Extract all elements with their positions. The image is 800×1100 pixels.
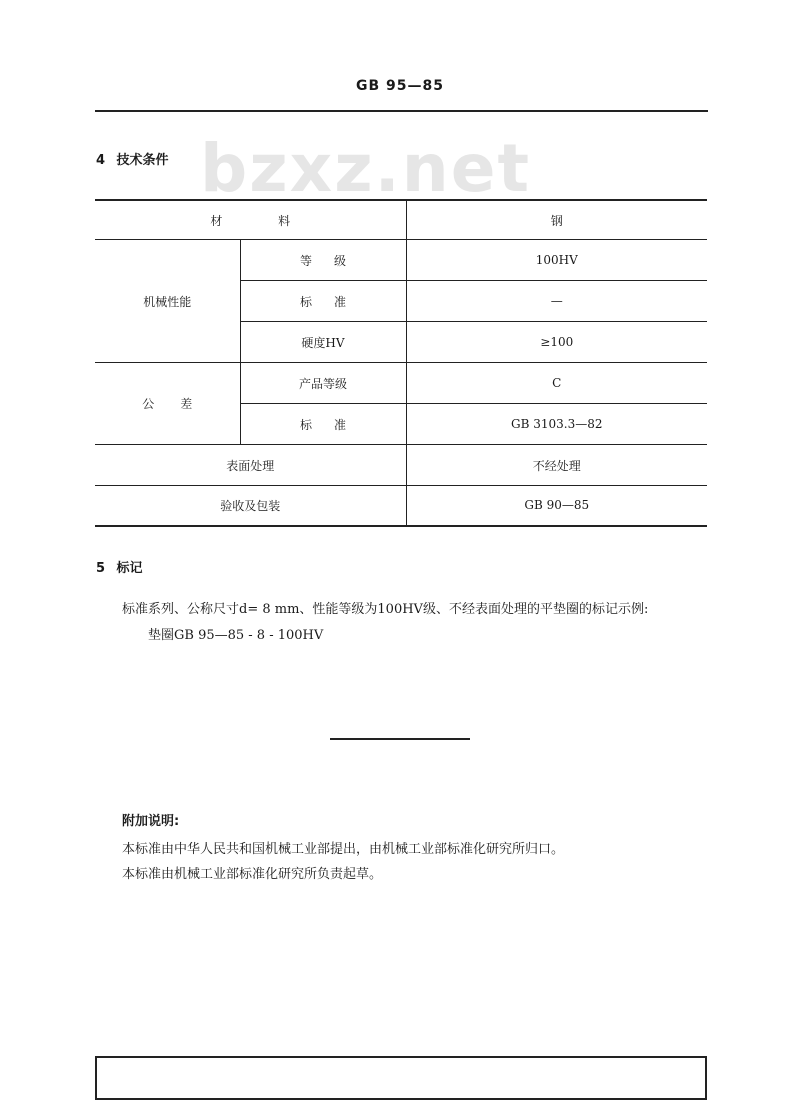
header-steel-cell: 钢	[406, 200, 707, 240]
table-row	[95, 445, 707, 486]
note-line-2: 本标准由机械工业部标准化研究所负责起草。	[122, 867, 383, 882]
note-title: 附加说明:	[122, 814, 180, 829]
marking-example: 垫圈GB 95—85 - 8 - 100HV	[148, 628, 324, 643]
header-rule	[95, 110, 708, 112]
watermark: bzxz.net	[200, 130, 532, 207]
mechanical-properties-label: 机械性能	[95, 240, 240, 363]
acceptance-packaging-label: 验收及包装	[95, 486, 406, 526]
tolerance-label: 公差	[95, 363, 240, 445]
page-header-code: GB 95—85	[355, 78, 444, 94]
grade-value: 100HV	[406, 240, 707, 281]
hardness-value: ≥100	[406, 322, 707, 363]
surface-treatment-value: 不经处理	[406, 445, 707, 486]
bottom-frame	[95, 1056, 707, 1100]
technical-conditions-table	[95, 199, 707, 527]
tolerance-standard-value: GB 3103.3—82	[406, 404, 707, 445]
standard-value: —	[406, 281, 707, 322]
acceptance-packaging-value: GB 90—85	[406, 486, 707, 526]
section-5-number: 5	[96, 561, 106, 576]
table-row	[95, 240, 707, 281]
marking-description: 标准系列、公称尺寸d= 8 mm、性能等级为100HV级、不经表面处理的平垫圈的标记示例:	[122, 602, 649, 617]
product-grade-value: C	[406, 363, 707, 404]
note-line-1: 本标准由中华人民共和国机械工业部提出，由机械工业部标准化研究所归口。	[122, 842, 565, 857]
table-row	[95, 486, 707, 526]
grade-label: 等级	[240, 240, 406, 281]
tolerance-standard-label: 标准	[240, 404, 406, 445]
section-5-heading	[96, 557, 143, 576]
table-row	[95, 363, 707, 404]
section-4-title: 技术条件	[116, 153, 169, 168]
product-grade-label: 产品等级	[240, 363, 406, 404]
section-4-number: 4	[96, 153, 106, 168]
hardness-label: 硬度HV	[240, 322, 406, 363]
end-rule	[330, 738, 470, 740]
section-4-heading	[96, 149, 169, 168]
section-5-title: 标记	[116, 561, 143, 576]
standard-label: 标准	[240, 281, 406, 322]
header-material-cell: 材 料	[95, 200, 406, 240]
table-header-row	[95, 200, 707, 240]
surface-treatment-label: 表面处理	[95, 445, 406, 486]
